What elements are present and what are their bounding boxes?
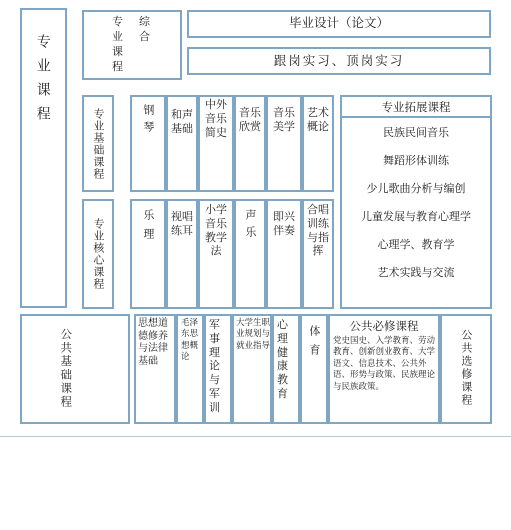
public-course-2: 毛泽东思想概论 — [181, 318, 199, 363]
core-course-2: 视唱练耳 — [171, 210, 193, 237]
public-course-3: 军事理论与军训 — [209, 318, 220, 414]
extension-list — [340, 124, 492, 292]
extension-item: 民族民间音乐 — [383, 126, 449, 139]
public-required-title: 公共必修课程 — [349, 319, 419, 333]
thesis-label: 毕业设计（论文） — [288, 15, 389, 30]
comprehensive-label-2: 综合 — [139, 15, 150, 43]
comprehensive-label-3: 课程 — [112, 45, 123, 73]
public-elective: 公共选修课程 — [459, 329, 473, 407]
extension-item: 心理学、教育学 — [377, 238, 455, 251]
basic-course-3: 中外音乐简史 — [205, 98, 227, 139]
basic-course-4: 音乐欣赏 — [239, 106, 261, 133]
public-courses-title: 公共基础课程 — [59, 327, 74, 409]
comprehensive-label-1: 专业 — [112, 15, 123, 43]
extension-item: 儿童发展与教育心理学 — [361, 210, 471, 223]
extension-item: 舞蹈形体训练 — [383, 154, 449, 167]
extension-item: 艺术实践与交流 — [377, 266, 455, 279]
extension-item: 少儿歌曲分析与编创 — [366, 182, 466, 195]
basic-course-5: 音乐美学 — [273, 106, 295, 133]
core-course-1: 乐理 — [141, 209, 155, 247]
basic-label: 专业基础课程 — [91, 107, 105, 180]
basic-course-6: 艺术概论 — [307, 106, 329, 133]
core-course-4: 声乐 — [243, 209, 257, 243]
public-course-6: 体育 — [307, 325, 321, 363]
core-course-5: 即兴伴奏 — [273, 210, 295, 237]
core-course-3: 小学音乐教学法 — [205, 203, 227, 258]
bottom-border — [0, 436, 511, 437]
public-course-4: 大学生职业规划与就业指导 — [236, 318, 271, 351]
major-courses-title: 专业课程 — [34, 33, 51, 130]
comprehensive-course-box — [82, 10, 182, 80]
basic-course-1: 钢琴 — [141, 104, 155, 138]
core-course-6: 合唱训练与指挥 — [307, 203, 329, 258]
core-label: 专业核心课程 — [91, 218, 105, 290]
public-course-1: 思想道德修养与法律基础 — [138, 318, 168, 367]
extension-divider — [342, 116, 490, 118]
extension-title: 专业拓展课程 — [381, 100, 451, 114]
basic-course-2: 和声基础 — [171, 108, 193, 135]
public-course-5: 心理健康教育 — [277, 318, 288, 400]
public-required-text: 党史国史、入学教育、劳动教育、创新创业教育、大学语文、信息技术、公共外语、形势与政策、民族理论与民族政策。 — [333, 336, 436, 392]
internship-label: 跟岗实习、顶岗实习 — [273, 53, 405, 68]
